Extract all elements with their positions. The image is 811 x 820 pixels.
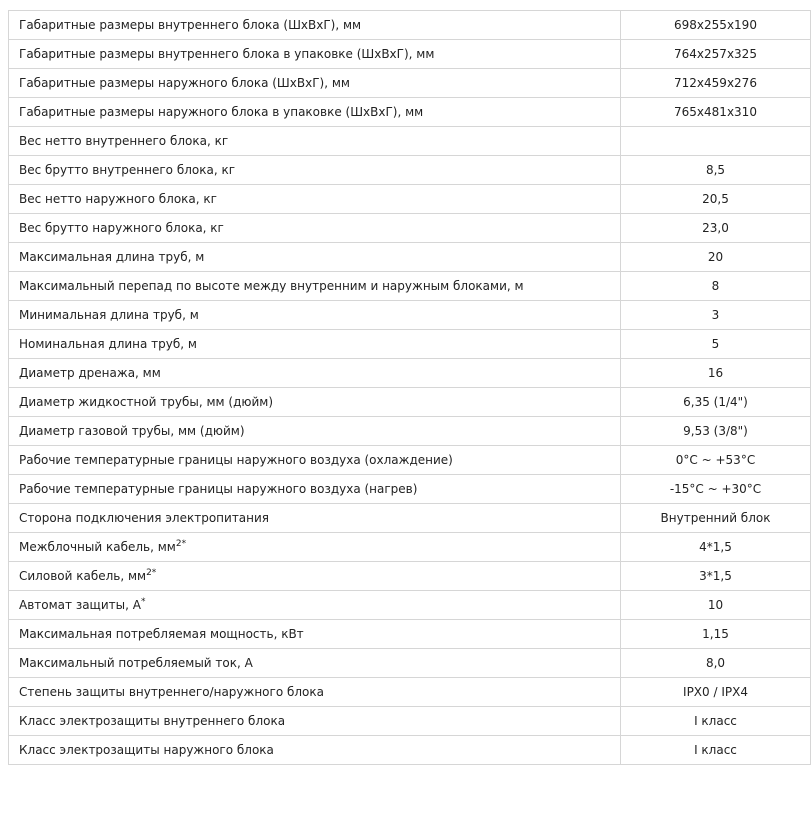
spec-row [9, 736, 811, 765]
spec-row [9, 272, 811, 301]
spec-parameter-label: Максимальная длина труб, м [19, 250, 205, 264]
spec-row [9, 707, 811, 736]
spec-value-cell: 8,5 [621, 156, 811, 185]
spec-row [9, 156, 811, 185]
spec-row [9, 504, 811, 533]
spec-parameter-cell [9, 98, 621, 127]
spec-value-cell: 9,53 (3/8") [621, 417, 811, 446]
specifications-table-body [9, 11, 811, 765]
spec-row [9, 98, 811, 127]
spec-parameter-cell [9, 562, 621, 591]
spec-value-cell: 16 [621, 359, 811, 388]
spec-value-cell: 4*1,5 [621, 533, 811, 562]
spec-value-cell: Внутренний блок [621, 504, 811, 533]
spec-value-cell: 0°C ~ +53°C [621, 446, 811, 475]
spec-value-cell: 765x481x310 [621, 98, 811, 127]
spec-value-cell: 698x255x190 [621, 11, 811, 40]
spec-value-cell: 1,15 [621, 620, 811, 649]
spec-value-cell: 8 [621, 272, 811, 301]
spec-parameter-cell [9, 736, 621, 765]
spec-parameter-cell [9, 69, 621, 98]
spec-value-cell: I класс [621, 707, 811, 736]
spec-parameter-cell [9, 504, 621, 533]
spec-value-cell: 764x257x325 [621, 40, 811, 69]
spec-parameter-cell [9, 214, 621, 243]
spec-parameter-cell [9, 707, 621, 736]
spec-parameter-cell [9, 620, 621, 649]
spec-parameter-cell [9, 330, 621, 359]
spec-parameter-superscript: * [140, 597, 146, 607]
spec-row [9, 591, 811, 620]
spec-parameter-label: Габаритные размеры наружного блока в упаковке (ШхВхГ), мм [19, 105, 424, 119]
spec-parameter-cell [9, 388, 621, 417]
spec-parameter-cell [9, 417, 621, 446]
spec-value-cell: 3*1,5 [621, 562, 811, 591]
spec-parameter-label: Класс электрозащиты внутреннего блока [19, 714, 286, 728]
spec-parameter-label: Габаритные размеры наружного блока (ШхВхГ), мм [19, 76, 350, 90]
spec-parameter-cell [9, 243, 621, 272]
spec-value-cell: IPX0 / IPX4 [621, 678, 811, 707]
spec-value-cell: 10 [621, 591, 811, 620]
spec-parameter-label: Сторона подключения электропитания [19, 511, 270, 525]
spec-row [9, 562, 811, 591]
spec-row [9, 243, 811, 272]
spec-parameter-label: Диаметр жидкостной трубы, мм (дюйм) [19, 395, 274, 409]
spec-row [9, 69, 811, 98]
spec-parameter-label: Автомат защиты, А [19, 598, 141, 612]
spec-parameter-cell [9, 127, 621, 156]
spec-parameter-cell [9, 446, 621, 475]
spec-value-cell: 712x459x276 [621, 69, 811, 98]
spec-value-cell: 3 [621, 301, 811, 330]
spec-parameter-label: Вес брутто наружного блока, кг [19, 221, 224, 235]
spec-row [9, 620, 811, 649]
spec-parameter-label: Габаритные размеры внутреннего блока (ШхВхГ), мм [19, 18, 362, 32]
spec-parameter-label: Вес брутто внутреннего блока, кг [19, 163, 236, 177]
spec-parameter-cell [9, 156, 621, 185]
spec-row [9, 678, 811, 707]
spec-parameter-label: Диаметр газовой трубы, мм (дюйм) [19, 424, 245, 438]
spec-row [9, 388, 811, 417]
spec-parameter-cell [9, 40, 621, 69]
spec-parameter-label: Степень защиты внутреннего/наружного блока [19, 685, 324, 699]
spec-parameter-cell [9, 591, 621, 620]
spec-parameter-label: Межблочный кабель, мм [19, 540, 176, 554]
spec-parameter-label: Рабочие температурные границы наружного воздуха (нагрев) [19, 482, 418, 496]
spec-row [9, 475, 811, 504]
spec-value-cell: 8,0 [621, 649, 811, 678]
spec-value-cell: 20,5 [621, 185, 811, 214]
spec-row [9, 185, 811, 214]
spec-parameter-cell [9, 301, 621, 330]
spec-parameter-label: Номинальная длина труб, м [19, 337, 197, 351]
spec-parameter-superscript: 2* [146, 568, 157, 578]
spec-row [9, 446, 811, 475]
spec-parameter-cell [9, 185, 621, 214]
spec-row [9, 359, 811, 388]
spec-row [9, 11, 811, 40]
spec-value-cell: I класс [621, 736, 811, 765]
spec-row [9, 301, 811, 330]
spec-row [9, 649, 811, 678]
spec-row [9, 330, 811, 359]
spec-row [9, 40, 811, 69]
spec-parameter-superscript: 2* [175, 539, 187, 549]
spec-value-cell: 20 [621, 243, 811, 272]
spec-parameter-label: Силовой кабель, мм [19, 569, 147, 583]
spec-value-cell: -15°C ~ +30°C [621, 475, 811, 504]
spec-parameter-label: Максимальный перепад по высоте между внутренним и наружным блоками, м [19, 279, 524, 293]
spec-value-cell: 23,0 [621, 214, 811, 243]
spec-parameter-cell [9, 678, 621, 707]
spec-parameter-cell [9, 11, 621, 40]
spec-parameter-cell [9, 359, 621, 388]
spec-parameter-cell [9, 272, 621, 301]
spec-parameter-label: Габаритные размеры внутреннего блока в упаковке (ШхВхГ), мм [19, 47, 435, 61]
spec-parameter-label: Рабочие температурные границы наружного воздуха (охлаждение) [19, 453, 453, 467]
spec-parameter-label: Класс электрозащиты наружного блока [19, 743, 274, 757]
spec-parameter-label: Вес нетто внутреннего блока, кг [19, 134, 229, 148]
spec-parameter-label: Максимальный потребляемый ток, А [19, 656, 253, 670]
spec-parameter-cell [9, 475, 621, 504]
spec-row [9, 127, 811, 156]
spec-parameter-cell [9, 533, 621, 562]
spec-row [9, 417, 811, 446]
spec-parameter-label: Вес нетто наружного блока, кг [19, 192, 217, 206]
spec-parameter-label: Максимальная потребляемая мощность, кВт [19, 627, 304, 641]
spec-row [9, 533, 811, 562]
specifications-table [8, 10, 811, 765]
spec-row [9, 214, 811, 243]
spec-parameter-cell [9, 649, 621, 678]
spec-parameter-label: Минимальная длина труб, м [19, 308, 199, 322]
spec-value-cell: 6,35 (1/4") [621, 388, 811, 417]
spec-parameter-label: Диаметр дренажа, мм [19, 366, 161, 380]
spec-value-cell: 5 [621, 330, 811, 359]
spec-value-cell [621, 127, 811, 156]
